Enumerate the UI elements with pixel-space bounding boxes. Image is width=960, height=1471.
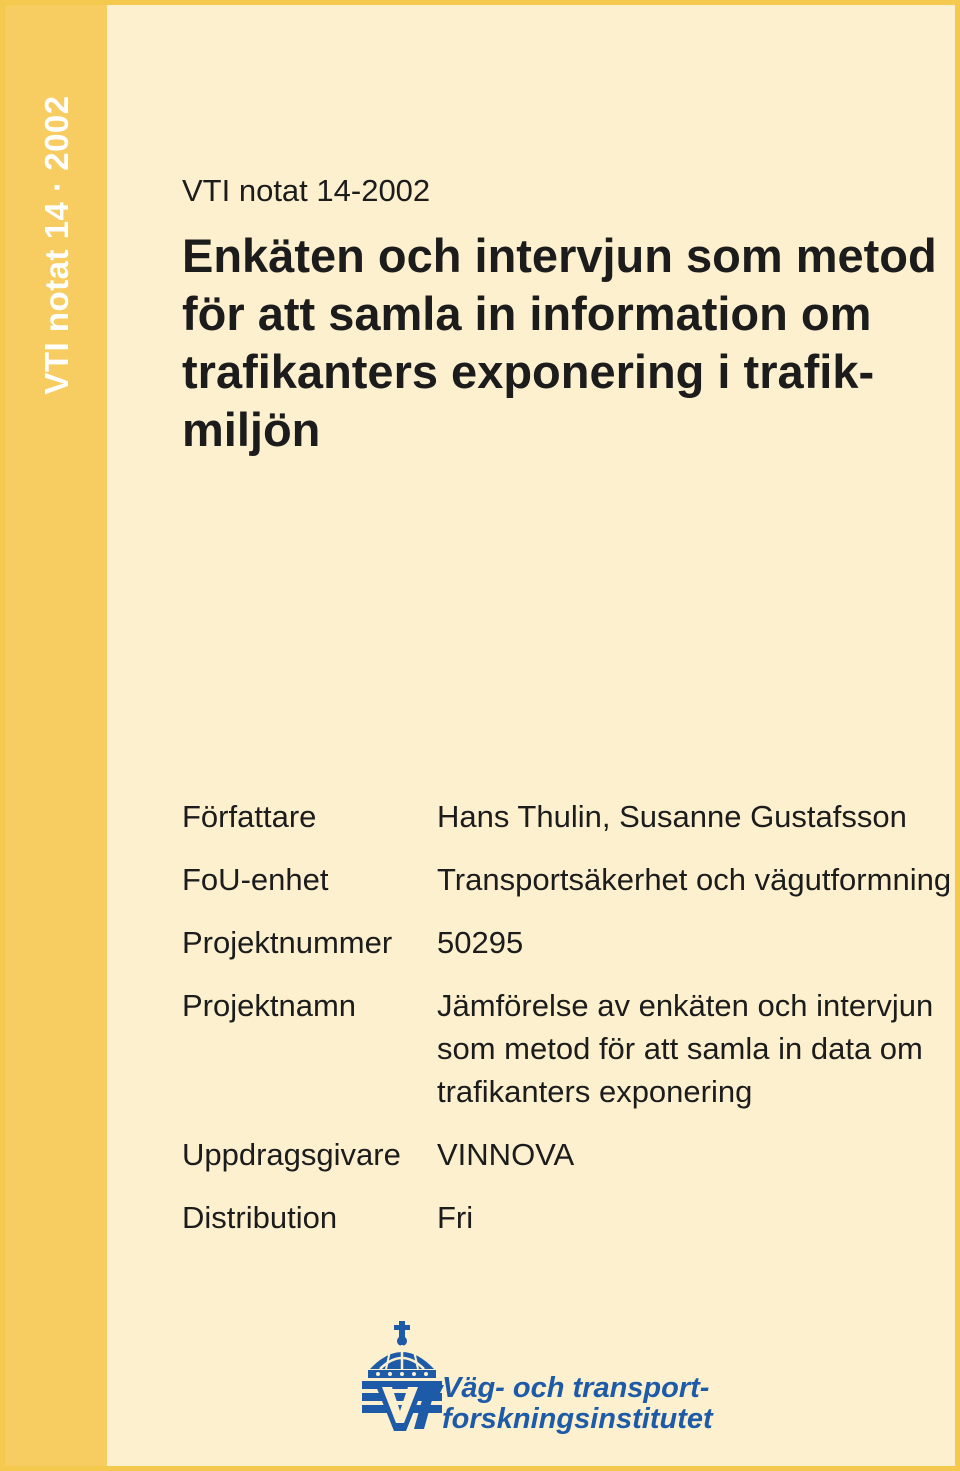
- meta-row-author: [182, 795, 942, 838]
- meta-label: Projektnummer: [182, 925, 393, 960]
- meta-value-line: som metod för att samla in data om: [437, 1031, 923, 1066]
- meta-value: [437, 795, 907, 838]
- title-line: trafikanters exponering i trafik-: [182, 345, 875, 398]
- title-line: Enkäten och intervjun som metod: [182, 229, 937, 282]
- meta-row-project-name: [182, 984, 942, 1113]
- meta-row-distribution: [182, 1196, 942, 1239]
- meta-label: Författare: [182, 799, 317, 834]
- institute-name-line: Väg- och transport-: [442, 1372, 710, 1404]
- meta-value-line: Jämförelse av enkäten och intervjun: [437, 988, 934, 1023]
- title-line: miljön: [182, 403, 321, 456]
- meta-label: Projektnamn: [182, 988, 357, 1023]
- report-series: VTI notat 14-2002: [182, 173, 431, 208]
- meta-row-unit: [182, 858, 952, 901]
- meta-row-project-number: [182, 921, 942, 964]
- title-line: för att samla in information om: [182, 287, 872, 340]
- meta-label: Uppdragsgivare: [182, 1137, 401, 1172]
- spine-label: VTI notat 14 · 2002: [38, 95, 75, 395]
- meta-value-line: VINNOVA: [437, 1137, 575, 1172]
- meta-value-line: Fri: [437, 1200, 474, 1235]
- meta-label: Distribution: [182, 1200, 338, 1235]
- meta-value: [437, 921, 523, 964]
- institute-name-line: forskningsinstitutet: [442, 1403, 713, 1435]
- meta-value-line: Transportsäkerhet och vägutformning: [437, 862, 952, 897]
- institute-name: [442, 1373, 713, 1435]
- cover-spine: [5, 5, 107, 1466]
- meta-value-line: trafikanters exponering: [437, 1074, 753, 1109]
- meta-value: [437, 984, 933, 1113]
- meta-value-line: 50295: [437, 925, 524, 960]
- meta-value: [437, 1133, 574, 1176]
- report-title: [182, 227, 937, 459]
- meta-value: [437, 1196, 473, 1239]
- meta-value: [437, 858, 951, 901]
- meta-value-line: Hans Thulin, Susanne Gustafsson: [437, 799, 907, 834]
- meta-row-client: [182, 1133, 942, 1176]
- report-metadata: [182, 795, 952, 1259]
- meta-label: FoU-enhet: [182, 862, 329, 897]
